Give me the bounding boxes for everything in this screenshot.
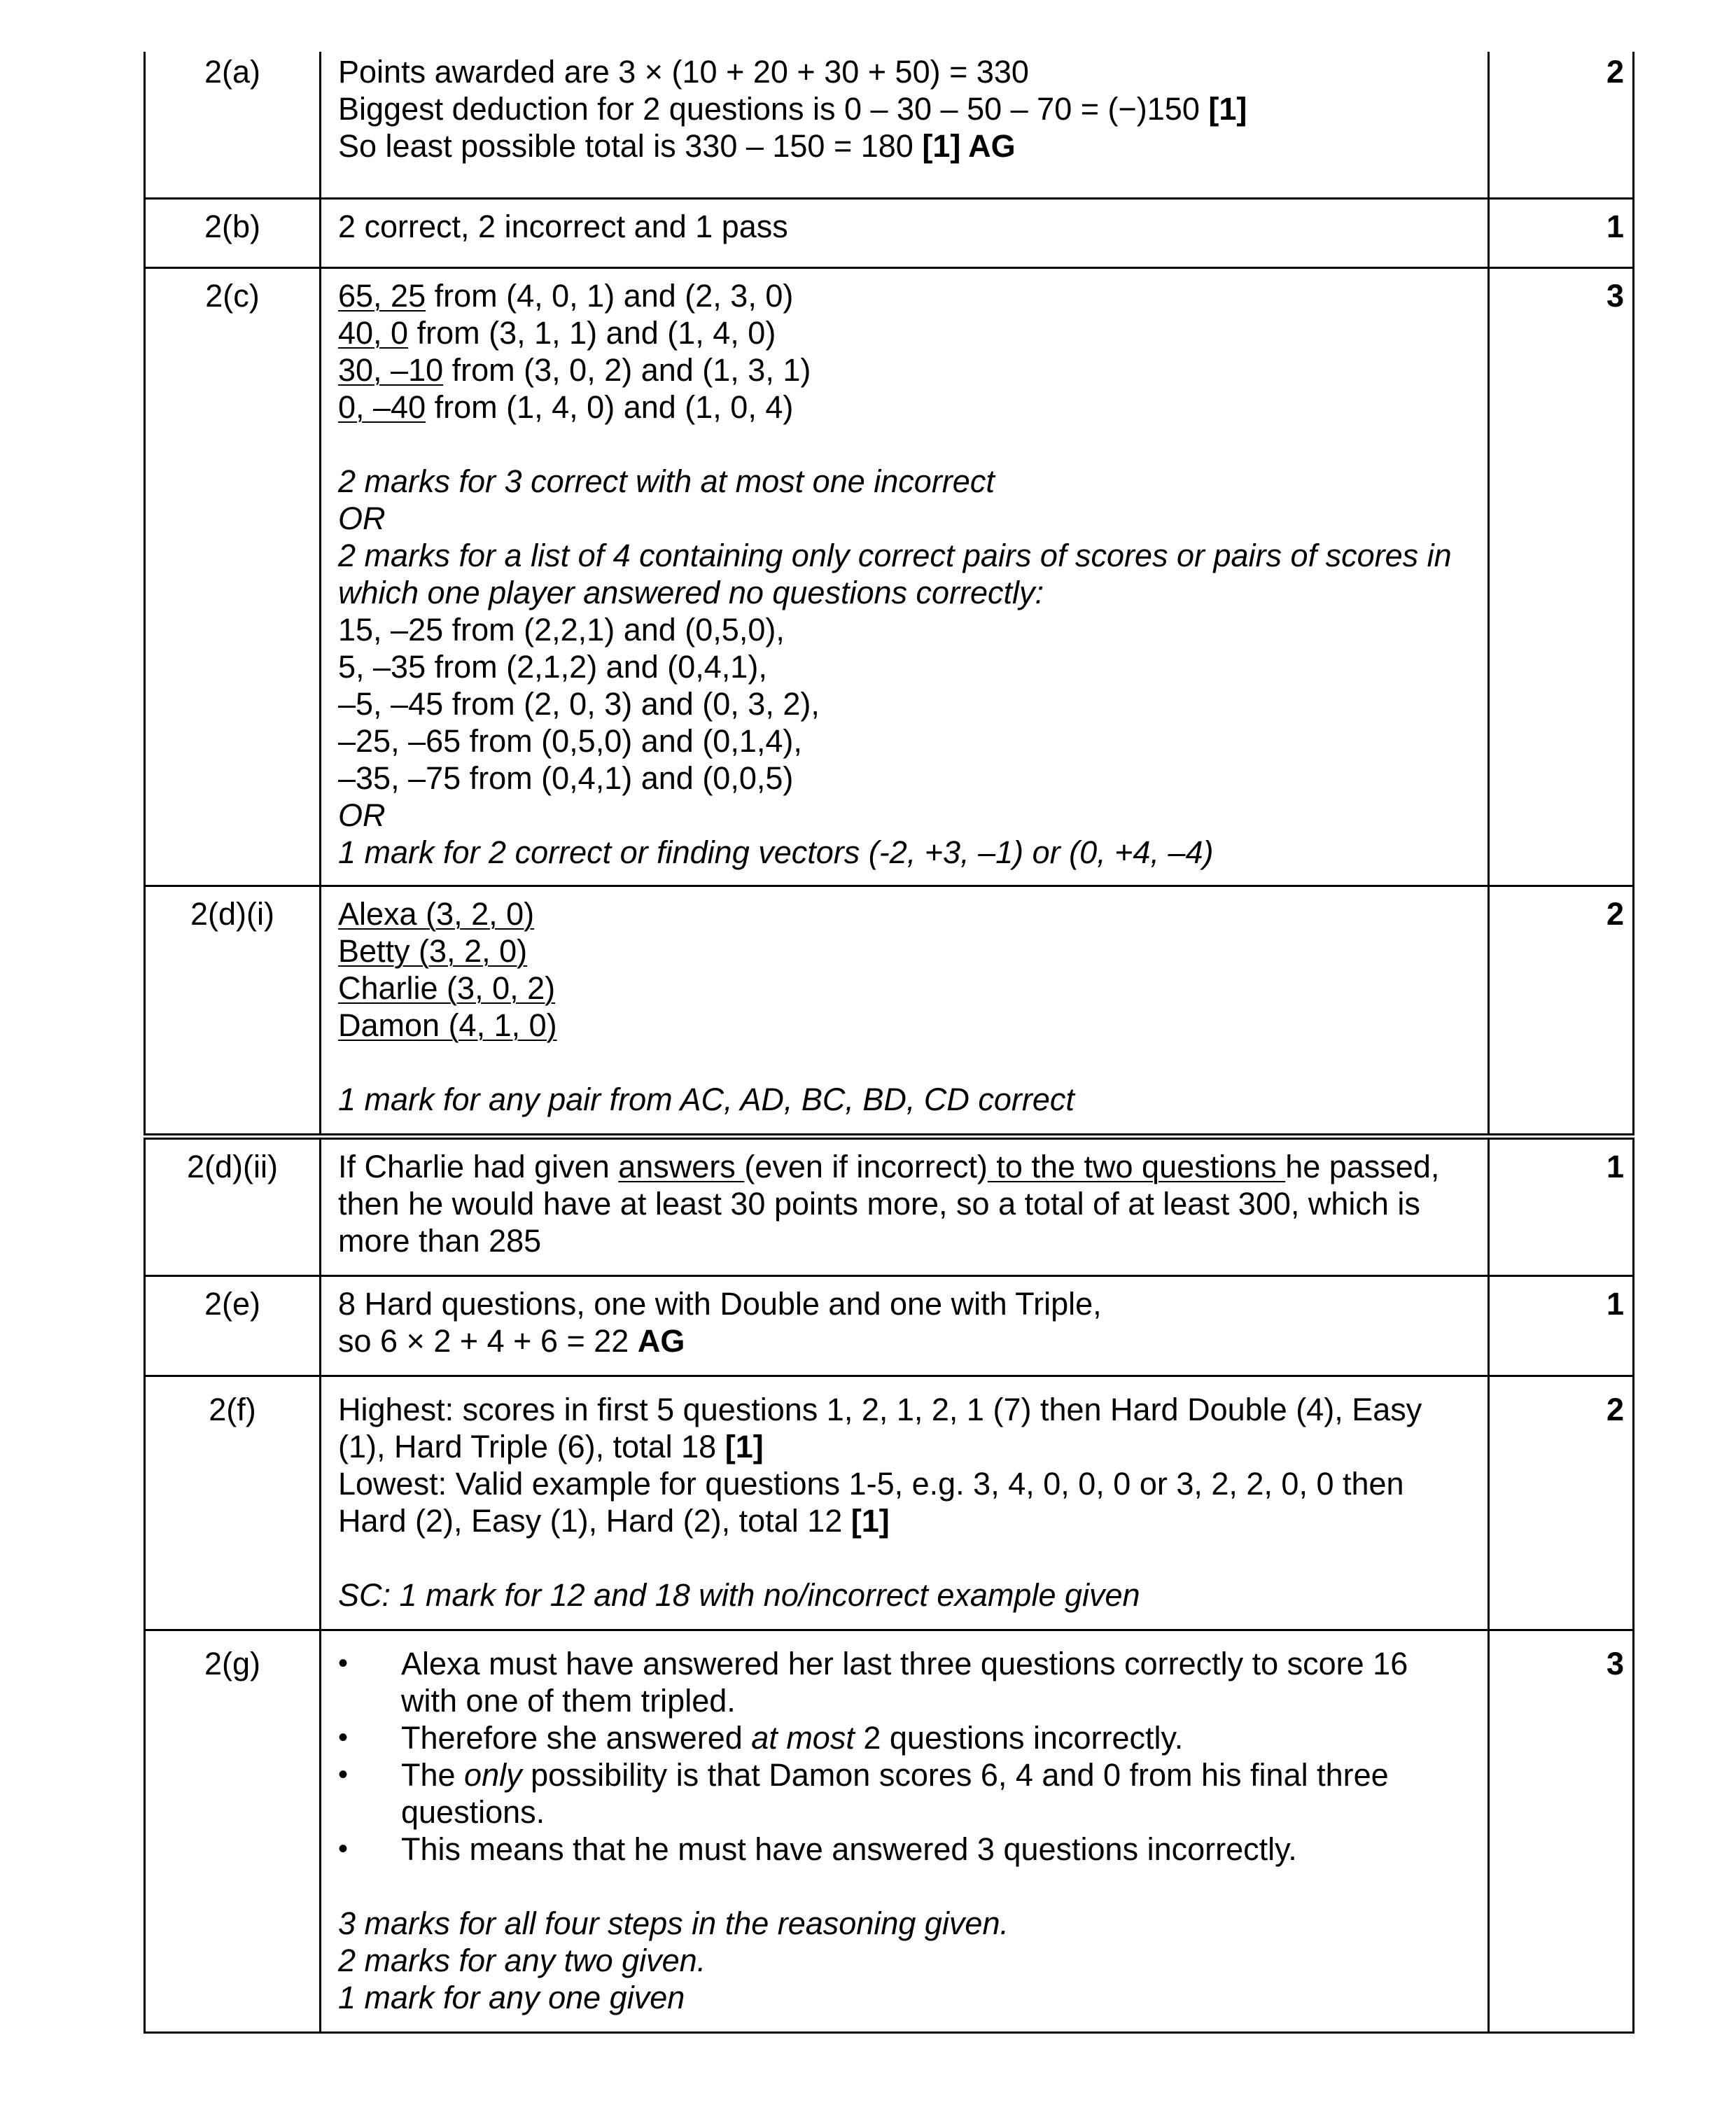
answer-line: Points awarded are 3 × (10 + 20 + 30 + 50) = 330 xyxy=(338,54,1029,90)
table-row xyxy=(145,1137,1634,1276)
answer-text: from (4, 0, 1) and (2, 3, 0) xyxy=(426,278,794,314)
score-pair: 0, –40 xyxy=(338,389,426,425)
marks-value: 1 xyxy=(1489,1276,1634,1376)
table-row xyxy=(145,886,1634,1137)
score-pair: 30, –10 xyxy=(338,352,444,388)
answer-text: so 6 × 2 + 4 + 6 = 22 xyxy=(338,1323,638,1359)
reasoning-list xyxy=(338,1645,1472,1868)
answer-line xyxy=(338,127,1472,165)
question-number: 2(g) xyxy=(145,1630,321,2033)
answer-text: answers xyxy=(618,1149,745,1184)
answer-text: Therefore she answered xyxy=(401,1720,752,1756)
answer-line: 5, –35 from (2,1,2) and (0,4,1), xyxy=(338,649,767,685)
marking-note: SC: 1 mark for 12 and 18 with no/incorrect example given xyxy=(338,1577,1140,1613)
answer-text: from (3, 0, 2) and (1, 3, 1) xyxy=(443,352,811,388)
answer-line xyxy=(338,932,1472,970)
answer-cell xyxy=(321,1630,1489,2033)
marking-note: 3 marks for all four steps in the reasoning given. xyxy=(338,1905,1009,1941)
answer-cell xyxy=(321,1276,1489,1376)
player-result: Damon (4, 1, 0) xyxy=(338,1007,557,1043)
answer-line xyxy=(338,970,1472,1007)
answer-text: The xyxy=(401,1757,465,1793)
answer-cell xyxy=(321,268,1489,886)
answer-text: he passed, then he would have at least 30 points more, so a total of at least 300, which is more than 285 xyxy=(338,1149,1440,1259)
answer-line: –35, –75 from (0,4,1) and (0,0,5) xyxy=(338,760,794,796)
answer-text: to the two questions xyxy=(987,1149,1286,1184)
table-row xyxy=(145,268,1634,886)
list-item xyxy=(338,1831,1472,1868)
answer-text: only xyxy=(464,1757,522,1793)
table-row xyxy=(145,1276,1634,1376)
mark-indicator: [1] xyxy=(850,1503,890,1539)
answer-line: –25, –65 from (0,5,0) and (0,1,4), xyxy=(338,723,802,759)
answer-line: 15, –25 from (2,2,1) and (0,5,0), xyxy=(338,612,785,648)
marks-value: 1 xyxy=(1489,1137,1634,1276)
answer-text: (even if incorrect) xyxy=(744,1149,988,1184)
list-item xyxy=(338,1756,1472,1831)
table-row xyxy=(145,52,1634,199)
score-pair: 65, 25 xyxy=(338,278,426,314)
answer-line xyxy=(338,277,1472,314)
question-number: 2(b) xyxy=(145,199,321,268)
marks-value: 2 xyxy=(1489,886,1634,1137)
answer-text: from (1, 4, 0) and (1, 0, 4) xyxy=(426,389,794,425)
answer-text: This means that he must have answered 3 questions incorrectly. xyxy=(401,1831,1297,1867)
question-number: 2(d)(i) xyxy=(145,886,321,1137)
table-row xyxy=(145,1376,1634,1630)
marks-value: 2 xyxy=(1489,52,1634,199)
answer-text: Lowest: Valid example for questions 1-5, e.g. 3, 4, 0, 0, 0 or 3, 2, 2, 0, 0 then Hard (2), Easy (1), Hard (2), total 12 xyxy=(338,1466,1404,1539)
answer-text: from (3, 1, 1) and (1, 4, 0) xyxy=(408,315,776,351)
answer-text: Highest: scores in first 5 questions 1, 2, 1, 2, 1 (7) then Hard Double (4), Easy (1), Hard Triple (6), total 18 xyxy=(338,1392,1422,1464)
answer-paragraph xyxy=(338,1148,1472,1259)
mark-scheme-table xyxy=(144,52,1634,2034)
answer-line: 2 correct, 2 incorrect and 1 pass xyxy=(338,209,788,244)
answer-line xyxy=(338,314,1472,351)
score-pair: 40, 0 xyxy=(338,315,409,351)
answer-cell xyxy=(321,1376,1489,1630)
marking-note: 2 marks for 3 correct with at most one incorrect xyxy=(338,463,995,499)
answer-text: Alexa must have answered her last three questions correctly to score 16 with one of them tripled. xyxy=(401,1646,1408,1719)
answer-line: –5, –45 from (2, 0, 3) and (0, 3, 2), xyxy=(338,686,820,722)
answer-cell xyxy=(321,1137,1489,1276)
question-number: 2(f) xyxy=(145,1376,321,1630)
question-number: 2(d)(ii) xyxy=(145,1137,321,1276)
mark-indicator: AG xyxy=(637,1323,685,1359)
answer-text: So least possible total is 330 – 150 = 180 xyxy=(338,128,923,164)
marking-note: 1 mark for 2 correct or finding vectors (-2, +3, –1) or (0, +4, –4) xyxy=(338,834,1214,870)
mark-indicator: [1] AG xyxy=(922,128,1016,164)
table-row xyxy=(145,1630,1634,2033)
list-item xyxy=(338,1719,1472,1756)
answer-cell xyxy=(321,52,1489,199)
player-result: Charlie (3, 0, 2) xyxy=(338,970,556,1006)
marks-value: 3 xyxy=(1489,1630,1634,2033)
marking-note: OR xyxy=(338,501,386,536)
marking-note: 2 marks for any two given. xyxy=(338,1943,706,1978)
player-result: Alexa (3, 2, 0) xyxy=(338,896,535,932)
question-number: 2(c) xyxy=(145,268,321,886)
question-number: 2(a) xyxy=(145,52,321,199)
marking-note: OR xyxy=(338,797,386,833)
answer-line xyxy=(338,389,1472,426)
answer-text: Biggest deduction for 2 questions is 0 – 30 – 50 – 70 = (−)150 xyxy=(338,91,1209,127)
answer-text: possibility is that Damon scores 6, 4 and 0 from his final three questions. xyxy=(401,1757,1389,1830)
answer-paragraph xyxy=(338,1391,1472,1465)
answer-text: 2 questions incorrectly. xyxy=(854,1720,1184,1756)
marks-value: 2 xyxy=(1489,1376,1634,1630)
answer-line xyxy=(338,895,1472,932)
mark-indicator: [1] xyxy=(1208,91,1247,127)
answer-cell xyxy=(321,199,1489,268)
answer-line xyxy=(338,351,1472,389)
marks-value: 1 xyxy=(1489,199,1634,268)
answer-paragraph xyxy=(338,1465,1472,1539)
question-number: 2(e) xyxy=(145,1276,321,1376)
answer-line xyxy=(338,1007,1472,1044)
player-result: Betty (3, 2, 0) xyxy=(338,933,528,969)
answer-line xyxy=(338,1322,1472,1359)
marking-note: 1 mark for any one given xyxy=(338,1980,685,2015)
answer-line xyxy=(338,90,1472,127)
table-row xyxy=(145,199,1634,268)
list-item xyxy=(338,1645,1472,1719)
mark-indicator: [1] xyxy=(724,1429,764,1464)
answer-text: If Charlie had given xyxy=(338,1149,619,1184)
marking-note: 2 marks for a list of 4 containing only correct pairs of scores or pairs of scores in which one player answered no questions correctly: xyxy=(338,538,1452,610)
answer-cell xyxy=(321,886,1489,1137)
marking-note: 1 mark for any pair from AC, AD, BC, BD, CD correct xyxy=(338,1082,1074,1117)
answer-text: at most xyxy=(751,1720,855,1756)
answer-line: 8 Hard questions, one with Double and one with Triple, xyxy=(338,1286,1102,1322)
marks-value: 3 xyxy=(1489,268,1634,886)
